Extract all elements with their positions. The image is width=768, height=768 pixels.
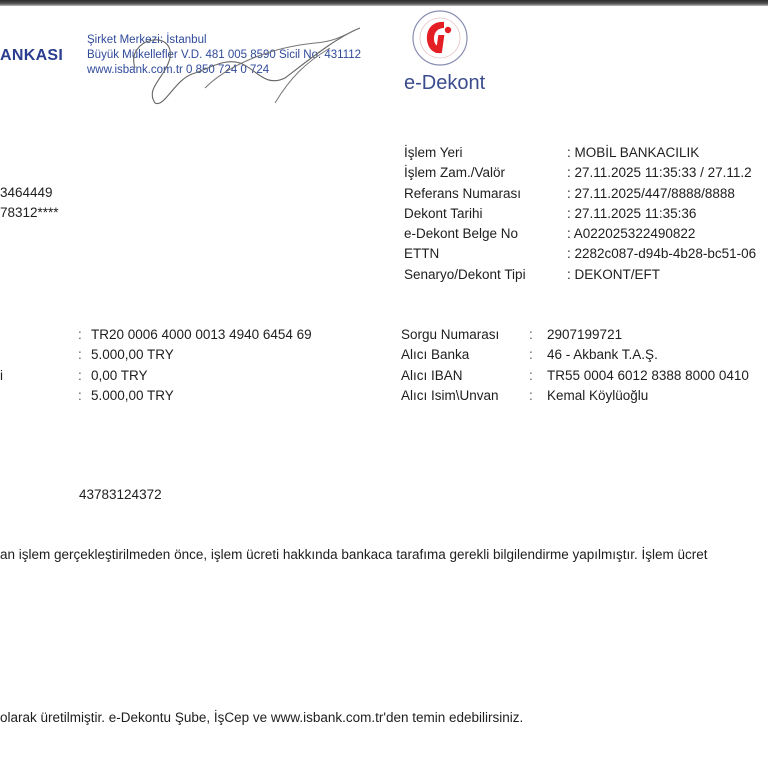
fee-amount: 0,00 TRY bbox=[91, 367, 148, 383]
transaction-info bbox=[404, 143, 756, 285]
info-label: Referans Numarası bbox=[404, 185, 522, 201]
total-row bbox=[0, 386, 312, 406]
info-label: İşlem Zam./Valör bbox=[404, 165, 506, 181]
query-number: 2907199721 bbox=[547, 327, 623, 342]
company-tax-info: Büyük Mükellefler V.D. 481 005 8590 Sicil No: 431112 bbox=[87, 49, 362, 61]
info-row-dekont-tarihi bbox=[404, 204, 756, 224]
receiver-bank-row bbox=[401, 345, 749, 365]
fee-row bbox=[0, 366, 312, 386]
info-row-referans bbox=[404, 184, 756, 204]
sender-iban-row bbox=[0, 325, 312, 345]
sender-identity bbox=[0, 183, 59, 224]
separator: : bbox=[529, 387, 533, 403]
receiver-bank: 46 - Akbank T.A.Ş. bbox=[547, 347, 658, 363]
detail-label: Alıcı Isim\Unvan bbox=[401, 387, 499, 403]
info-row-islem-zaman bbox=[404, 163, 756, 183]
detail-label bbox=[0, 386, 78, 406]
detail-label bbox=[0, 325, 78, 345]
info-value: : MOBİL BANKACILIK bbox=[567, 145, 700, 160]
query-number-row bbox=[401, 325, 749, 345]
company-info bbox=[87, 33, 361, 78]
info-row-ettn bbox=[404, 244, 756, 264]
total-amount: 5.000,00 TRY bbox=[91, 387, 174, 403]
info-label: İşlem Yeri bbox=[404, 145, 463, 160]
amount-row bbox=[0, 345, 312, 365]
detail-label bbox=[0, 345, 78, 365]
separator: : bbox=[529, 367, 533, 383]
receiver-details bbox=[401, 325, 749, 406]
receiver-iban: TR55 0004 6012 8388 8000 0410 bbox=[547, 367, 749, 383]
separator: : bbox=[529, 327, 533, 342]
receiver-iban-row bbox=[401, 366, 749, 386]
info-value: : 27.11.2025 11:35:36 bbox=[567, 205, 697, 221]
info-label: e-Dekont Belge No bbox=[404, 226, 519, 242]
top-edge-bar bbox=[0, 0, 768, 6]
fee-disclaimer: an işlem gerçekleştirilmeden önce, işlem ücreti hakkında bankaca tarafıma gerekli bilgilendirme yapılmıştır. İşlem ücret bbox=[0, 547, 708, 562]
separator: : bbox=[78, 387, 82, 403]
info-value: : 2282c087-d94b-4b28-bc51-06 bbox=[567, 246, 757, 262]
detail-label: i bbox=[0, 367, 3, 383]
company-hq: Şirket Merkezi: İstanbul bbox=[87, 34, 207, 46]
receiver-name: Kemal Köylüoğlu bbox=[547, 387, 649, 403]
separator: : bbox=[529, 347, 533, 363]
sender-details bbox=[0, 325, 312, 406]
footer-note: olarak üretilmiştir. e-Dekontu Şube, İşCep ve www.isbank.com.tr'den temin edebilirsiniz. bbox=[0, 710, 524, 725]
transfer-amount: 5.000,00 TRY bbox=[91, 347, 174, 363]
info-value: : A022025322490822 bbox=[567, 226, 696, 242]
separator: : bbox=[78, 327, 82, 342]
sender-iban: TR20 0006 4000 0013 4940 6454 69 bbox=[91, 327, 312, 342]
info-label: ETTN bbox=[404, 246, 440, 262]
info-row-belge-no bbox=[404, 224, 756, 244]
gib-logo-icon bbox=[411, 9, 469, 67]
detail-label: Alıcı Banka bbox=[401, 347, 470, 363]
detail-label: Sorgu Numarası bbox=[401, 327, 500, 342]
reference-number: 43783124372 bbox=[79, 487, 162, 502]
separator: : bbox=[78, 367, 82, 383]
customer-number: 3464449 bbox=[0, 185, 53, 200]
detail-label: Alıcı IBAN bbox=[401, 367, 463, 383]
info-label: Dekont Tarihi bbox=[404, 205, 483, 221]
info-value: : DEKONT/EFT bbox=[567, 266, 661, 282]
masked-id-number: 78312**** bbox=[0, 205, 59, 221]
company-contact: www.isbank.com.tr 0 850 724 0 724 bbox=[87, 64, 270, 76]
info-row-islem-yeri bbox=[404, 143, 756, 163]
info-label: Senaryo/Dekont Tipi bbox=[404, 266, 526, 282]
info-row-senaryo bbox=[404, 265, 756, 285]
separator: : bbox=[78, 347, 82, 363]
bank-name: ANKASI bbox=[0, 47, 64, 64]
document-title: e-Dekont bbox=[404, 72, 486, 94]
info-value: : 27.11.2025/447/8888/8888 bbox=[567, 185, 735, 201]
info-value: : 27.11.2025 11:35:33 / 27.11.2 bbox=[567, 165, 752, 181]
receiver-name-row bbox=[401, 386, 749, 406]
